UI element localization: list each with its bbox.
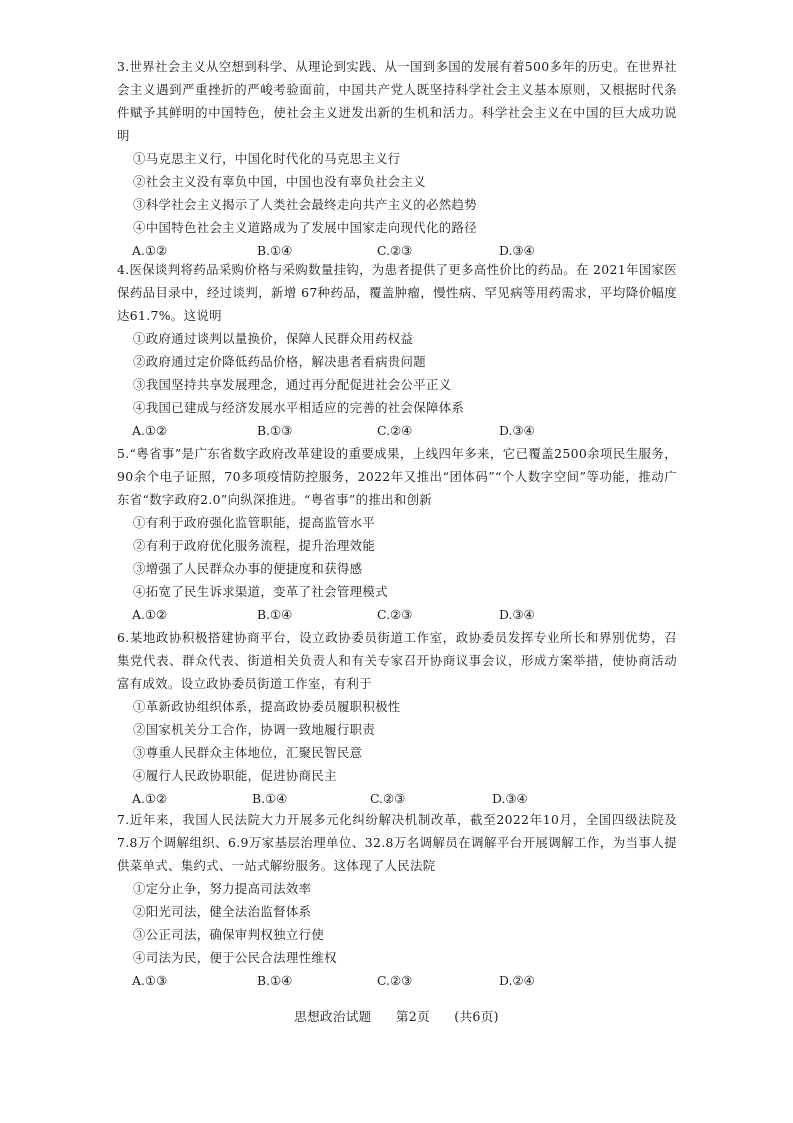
- choice-b: B.①④: [252, 791, 288, 806]
- choice-c: C.②③: [377, 973, 413, 988]
- question-stem: 4.医保谈判将药品采购价格与采购数量挂钩，为患者提供了更多高性价比的药品。在 2021年国家医保药品目录中，经过谈判，新增 67种药品，覆盖肿瘤，慢性病、罕见病等用药需求，平均降价幅度达61.7%。这说明: [117, 262, 677, 323]
- answer-choices: [117, 419, 677, 442]
- statement-option: ①定分止争，努力提高司法效率: [133, 881, 312, 896]
- choice-b: B.①④: [257, 973, 293, 988]
- question-4: [117, 258, 677, 442]
- question-stem: 3.世界社会主义从空想到科学、从理论到实践、从一国到多国的发展有着500多年的历史。在世界社会主义遇到严重挫折的严峻考验面前，中国共产党人既坚持科学社会主义基本原则，又根据时代条件赋予其鲜明的中国特色，使社会主义迸发出新的生机和活力。科学社会主义在中国的巨大成功说明: [117, 59, 677, 143]
- choice-c: C.②④: [377, 423, 413, 438]
- answer-choices: [117, 969, 677, 992]
- choice-a: A.①②: [132, 607, 168, 622]
- statement-option: ③我国坚持共享发展理念，通过再分配促进社会公平正义: [133, 377, 452, 392]
- choice-a: A.①③: [132, 973, 168, 988]
- statement-option: ④司法为民，便于公民合法理性维权: [133, 950, 337, 965]
- choice-d: D.③④: [499, 423, 535, 438]
- footer-total: (共6页): [454, 1009, 499, 1024]
- choice-a: A.①②: [132, 243, 168, 258]
- statement-option: ③科学社会主义揭示了人类社会最终走向共产主义的必然趋势: [133, 197, 477, 212]
- statement-option: ④拓宽了民生诉求渠道，变革了社会管理模式: [133, 584, 388, 599]
- question-5: [117, 442, 677, 626]
- statement-option: ③尊重人民群众主体地位，汇聚民智民意: [133, 745, 363, 760]
- statement-option: ③公正司法，确保审判权独立行使: [133, 927, 325, 942]
- choice-a: A.①②: [132, 423, 168, 438]
- statement-option: ①马克思主义行，中国化时代化的马克思主义行: [133, 151, 401, 166]
- question-stem: 7.近年来，我国人民法院大力开展多元化纠纷解决机制改革，截至2022年10月，全国四级法院及7.8万个调解组织、6.9万家基层治理单位、32.8万名调解员在调解平台开展调解工作，为当事人提供菜单式、集约式、一站式解纷服务。这体现了人民法院: [117, 812, 677, 873]
- choice-a: A.①②: [132, 791, 168, 806]
- question-stem: 6.某地政协积极搭建协商平台，设立政协委员街道工作室，政协委员发挥专业所长和界别优势，召集党代表、群众代表、街道相关负责人和有关专家召开协商议事会议，形成方案举措，使协商活动富有成效。设立政协委员街道工作室，有利于: [117, 630, 677, 691]
- choice-d: D.③④: [499, 607, 535, 622]
- page-footer: [0, 1007, 793, 1027]
- statement-option: ②国家机关分工合作，协调一致地履行职责: [133, 722, 376, 737]
- footer-subject: 思想政治试题: [294, 1009, 372, 1024]
- question-stem: 5.“粤省事”是广东省数字政府改革建设的重要成果，上线四年多来，它已覆盖2500余项民生服务，90余个电子证照，70多项疫情防控服务，2022年又推出“团体码”“个人数字空间”等功能，推动广东省“数字政府2.0”向纵深推进。“粤省事”的推出和创新: [117, 446, 677, 507]
- choice-c: C.②③: [377, 607, 413, 622]
- choice-b: B.①④: [257, 243, 293, 258]
- answer-choices: [117, 787, 677, 810]
- statement-option: ②社会主义没有辜负中国，中国也没有辜负社会主义: [133, 174, 427, 189]
- choice-d: D.③④: [499, 243, 535, 258]
- question-6: [117, 626, 677, 810]
- choice-c: C.②③: [370, 791, 406, 806]
- choice-b: B.①③: [257, 423, 293, 438]
- question-3: [117, 55, 677, 262]
- statement-option: ④履行人民政协职能，促进协商民主: [133, 768, 337, 783]
- statement-option: ④中国特色社会主义道路成为了发展中国家走向现代化的路径: [133, 220, 477, 235]
- statement-option: ②政府通过定价降低药品价格，解决患者看病贵问题: [133, 354, 427, 369]
- choice-d: D.③④: [492, 791, 528, 806]
- choice-c: C.②③: [377, 243, 413, 258]
- choice-b: B.①④: [257, 607, 293, 622]
- statement-option: ①革新政协组织体系，提高政协委员履职积极性: [133, 699, 401, 714]
- choice-d: D.②④: [499, 973, 535, 988]
- statement-option: ②阳光司法，健全法治监督体系: [133, 904, 312, 919]
- footer-page: 第2页: [395, 1009, 430, 1024]
- statement-option: ①有利于政府强化监管职能，提高监管水平: [133, 515, 376, 530]
- statement-option: ③增强了人民群众办事的便捷度和获得感: [133, 561, 363, 576]
- answer-choices: [117, 603, 677, 626]
- question-7: [117, 808, 677, 992]
- statement-option: ④我国已建成与经济发展水平相适应的完善的社会保障体系: [133, 400, 465, 415]
- statement-option: ②有利于政府优化服务流程，提升治理效能: [133, 538, 376, 553]
- statement-option: ①政府通过谈判以量换价，保障人民群众用药权益: [133, 331, 414, 346]
